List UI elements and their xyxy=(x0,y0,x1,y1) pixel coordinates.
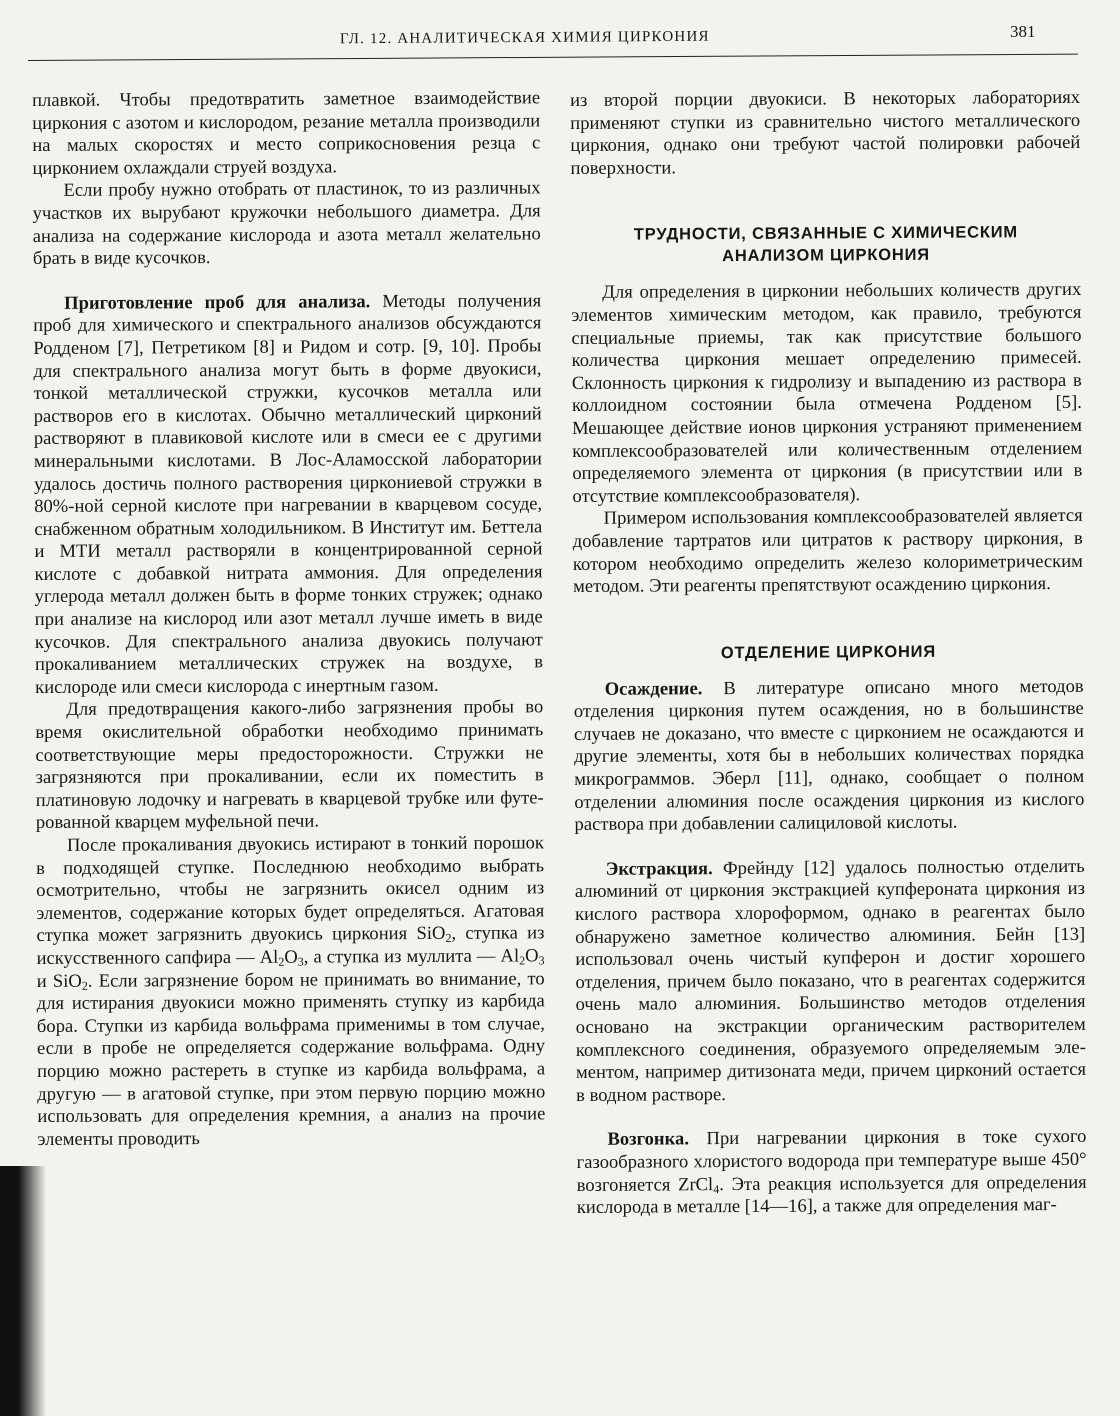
spacer xyxy=(571,177,1081,202)
right-column xyxy=(570,87,1087,1220)
formula-text: SiO xyxy=(52,970,82,992)
section-heading: ОТДЕЛЕНИЕ ЦИРКОНИЯ xyxy=(720,642,937,662)
paragraph-text: Методы получения проб для химического и спектрального анализов обсуждаются Родденом [7], Петретиком [8] и Ридом и сотр. [9, 10]. Пробы для спектрального анализа могут быть в форме двуокиси, тонкой металлической стружки, кусочков металла или растворов его в кислотах. Обычно металлический цирконий растворяют в плавиковой кислоте или в смеси ее с другими минеральными кислотами. В Лос-Аламосской лаборатории удалось достичь полного растворения циркониевой стружки в 80%-ной серной кислоте при нагревании в кварцевом сосуде, снабженном обратным холодильником. В Институт им. Беттела и МТИ металл растворяли в концентрированной серной кислоте с добавкой нитрата аммония. Для определения углерода металл должен быть в форме тонких стружек; однако при анализе на кислород или азот металл лучше иметь в виде кусочков. Для спектрального анализа двуокись получают прокаливанием металлических стружек на воздухе, в кислороде или смеси кислорода с инертным газом. xyxy=(33,290,544,698)
scan-shadow xyxy=(0,1166,46,1416)
formula xyxy=(678,1174,719,1195)
paragraph xyxy=(574,676,1085,837)
run-in-heading: Экстракция. xyxy=(605,857,713,880)
run-in-heading: Возгонка. xyxy=(607,1128,690,1151)
spacer xyxy=(575,834,1085,859)
paragraph: из второй порции двуокиси. В некоторых лабораториях применяют ступки из сравнительно чистого металлического циркония, однако они требуют частой полировки рабочей поверхности. xyxy=(570,86,1081,179)
paragraph xyxy=(576,1126,1087,1219)
subscript: 4 xyxy=(713,1181,720,1196)
paragraph xyxy=(36,832,546,1151)
paragraph: Примером использования комплексообразователей является добавление тартратов или цитратов к раствору циркония, в котором необходимо определить железо колориметрическим методом. Эти реагенты препятствуют осаждению циркония. xyxy=(572,505,1083,598)
spacer xyxy=(571,199,1081,224)
paragraph xyxy=(33,290,543,699)
formula-text: SiO xyxy=(416,923,446,945)
paragraph-text: , а ступка из муллита — xyxy=(303,945,501,968)
paragraph: плавкой. Чтобы предотвратить заметное взаимодействие циркония с азотом и кислородом, резание металла производили на малых скоростях и место соприкосновения резца с цирконием охлаждали струей воздуха. xyxy=(32,87,541,179)
formula xyxy=(416,923,451,944)
formula-text: Al xyxy=(500,945,520,967)
paragraph-text: После прокаливания двуокись истирают в тонкий порошок в подходящей ступке. Последнюю необходимо выбрать осмотрительно, чтобы не загрязнить окисел одним из элементов, содержание которых будет определяться. Агатовая ступка может загрязнить двуокись циркония xyxy=(36,832,545,947)
page-number: 381 xyxy=(1010,22,1036,41)
paragraph: Для определения в цирконии небольших количеств других элементов химическим методом, как правило, требуются специальные приемы, так как присутствие большого количества циркония мешает определению примесей. Склонность циркония к гидролизу и выпадению из раствора в коллоидном состоянии была отмечена Родденом [5]. Мешающее действие ионов циркония устраняют применением комплексообразователей или количественным отделением определяемого элемента от циркония (в присутствии или в отсутствие комплексообразователя). xyxy=(571,279,1083,507)
paragraph: Для предотвращения какого-либо загрязнения пробы во время окислительной обработки необходимо принимать соответствующие меры предосторожности. Стружки не загрязняются при прокаливании, если их поместить в платиновую лодочку и нагревать в кварцевой трубке или футерованной кварцем муфельной печи. xyxy=(35,696,544,834)
formula-text: O xyxy=(525,945,539,967)
formula-text: ZrCl xyxy=(677,1173,714,1195)
subscript: 3 xyxy=(297,954,304,969)
formula-text: Al xyxy=(259,946,279,968)
header-rule xyxy=(28,54,1078,61)
spacer xyxy=(573,618,1083,643)
run-in-heading: Приготовление проб для анализа. xyxy=(64,290,371,314)
run-in-heading: Осаждение. xyxy=(604,677,703,700)
paragraph-text: При нагревании циркония в токе сухого газообразного хлористого водорода при температуре выше 450° возгоняется xyxy=(576,1126,1087,1196)
subscript: 2 xyxy=(81,978,88,993)
paragraph: Если пробу нужно отобрать от пластинок, то из различных участков их вырубают кружочки небольшого диаметра. Для анализа на содержание кислорода и азота металл желательно брать в виде кусочков. xyxy=(32,177,541,270)
formula xyxy=(53,970,88,991)
formula-text: O xyxy=(284,946,298,968)
spacer xyxy=(576,1104,1086,1129)
paragraph-text: . Если загрязнение бором не принимать во внимание, то для истирания двуокиси можно применять ступку из карбида бора. Ступки из карбида вольфрама применимы в том случае, если в пробе не определяется содержание вольфрама. Одну порцию можно растереть в ступке из карбида вольфрама, а другую — в агатовой ступке, при этом первую порцию можно использовать для определения кремния, а анализ на прочие элементы проводить xyxy=(36,967,546,1150)
section-heading xyxy=(571,221,1081,268)
paragraph-text: В литературе описано много методов отделения циркония путем осаждения, но в большинстве случаев не доказано, что вместе с цирконием не осаждаются и другие элементы, хотя бы в небольших количествах порядка микрограммов. Эберл [11], однако, сообщает о полном отделении алюминия после осаждения циркония из кислого раствора при добавлении салициловой кислоты. xyxy=(573,675,1085,836)
paragraph-text: и xyxy=(36,970,53,992)
subscript: 2 xyxy=(445,931,452,946)
spacer xyxy=(33,268,541,293)
section-heading-line: ТРУДНОСТИ, СВЯЗАННЫЕ С ХИМИЧЕСКИМ xyxy=(633,223,1018,244)
subscript: 2 xyxy=(519,953,526,968)
paragraph xyxy=(575,856,1087,1108)
subscript: 2 xyxy=(278,954,285,969)
formula xyxy=(500,945,544,966)
formula xyxy=(260,947,304,968)
page-header xyxy=(0,22,1120,66)
paragraph-text: , ступка из искусственного сапфира — xyxy=(36,922,545,969)
paragraph-text: . Эта реакция используется для определения кислорода в металле [14—16], а также для определения маг- xyxy=(576,1171,1087,1219)
spacer xyxy=(573,596,1083,621)
section-heading-line: АНАЛИЗОМ ЦИРКОНИЯ xyxy=(722,246,930,266)
left-column xyxy=(32,87,546,1151)
running-title: ГЛ. 12. АНАЛИТИЧЕСКАЯ ХИМИЯ ЦИРКОНИЯ xyxy=(339,28,710,48)
subscript: 3 xyxy=(538,953,545,968)
paragraph-text: Фрейнду [12] удалось полностью отделить алюминий от циркония экстракцией купфероната циркония из кислого раствора хлороформом, однако в реагентах было обнаружено заметное количество алюминия. Бейн [13] использовал очень чистый купферон и достиг хорошего отделения, причем было показано, что в реагентах содержится очень мало алюминия. Большинство методов отделения основано на экстракции органическим растворителем комплексного соединения, образуемого определяемым элементом, например дитизоната меди, причем цирконий остается в водном растворе. xyxy=(574,855,1087,1106)
